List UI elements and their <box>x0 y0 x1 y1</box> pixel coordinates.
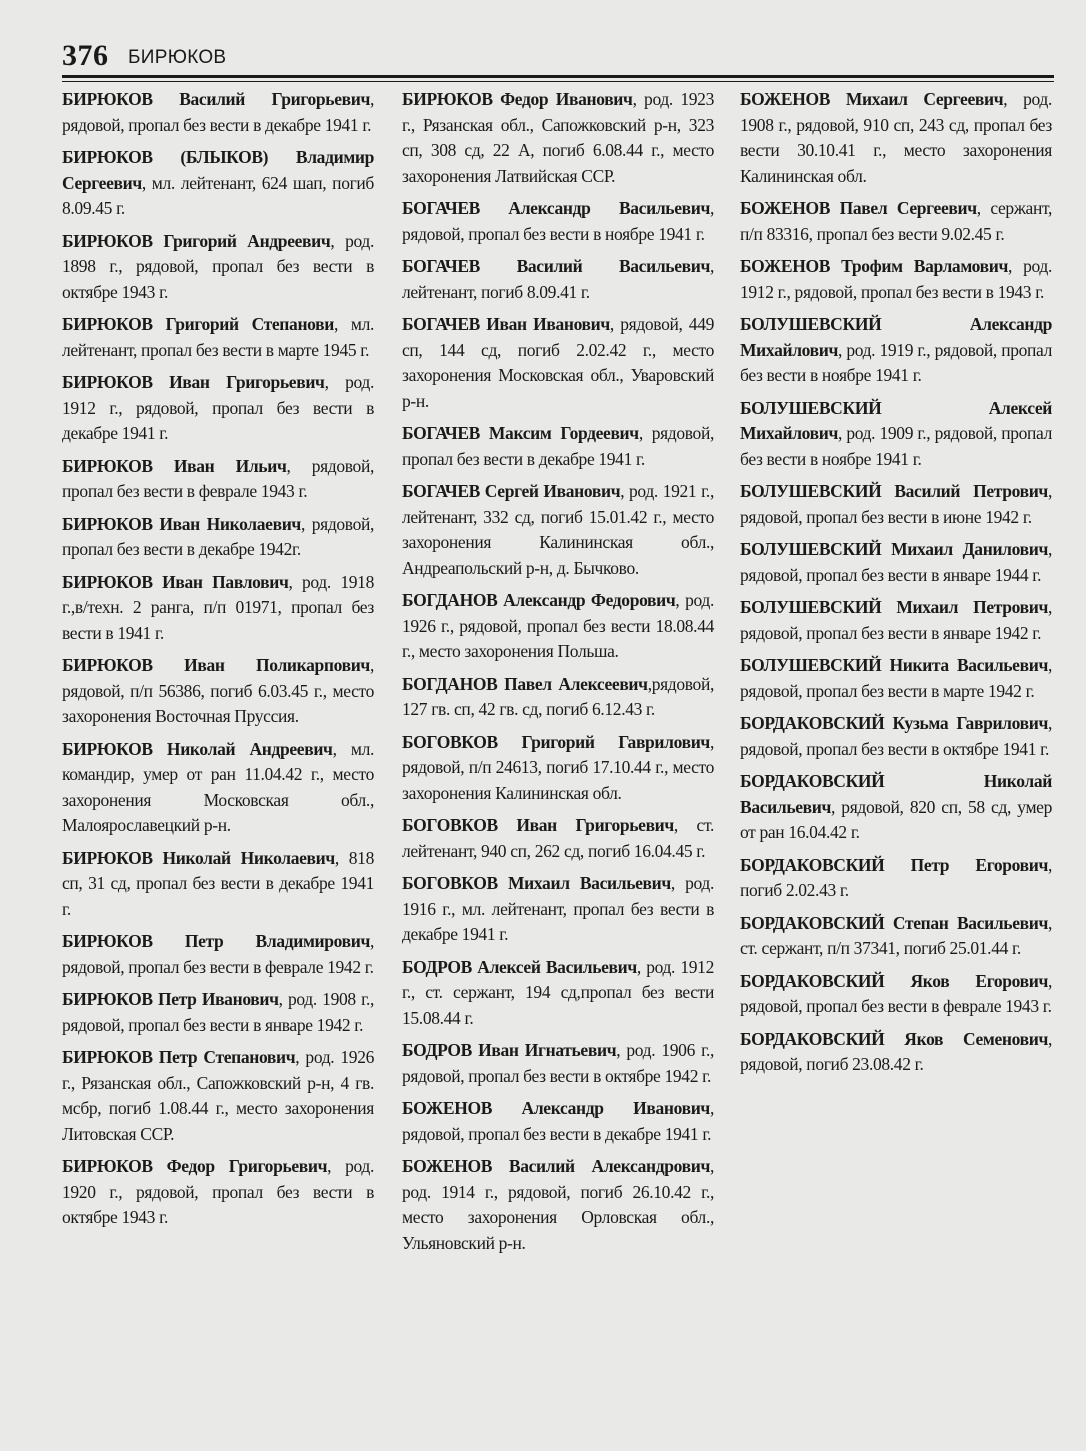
register-entry <box>402 1038 714 1089</box>
entry-details: , рядовой, п/п 24613, погиб 17.10.44 г., место захоронения Калининская обл. <box>402 731 714 803</box>
entry-details: , рядовой, пропал без вести в октябре 1941 г. <box>740 713 1052 759</box>
register-entry <box>62 229 374 306</box>
entry-details: , рядовой, пропал без вести в ноябре 1941 г. <box>402 198 714 244</box>
entry-name: БОЛУШЕВСКИЙ Василий Петрович <box>740 481 1048 501</box>
register-entry <box>740 595 1052 646</box>
entry-name: БИРЮКОВ Иван Ильич <box>62 455 287 476</box>
header-rule-thick <box>62 75 1054 78</box>
entry-name: БИРЮКОВ Петр Владимирович <box>62 931 370 951</box>
header-rule-thin <box>62 81 1054 82</box>
register-entry <box>740 479 1052 530</box>
entry-name: БОРДАКОВСКИЙ Николай Васильевич <box>740 771 1052 817</box>
register-entry <box>740 1027 1052 1078</box>
entry-name: БИРЮКОВ Иван Григорьевич <box>62 372 325 392</box>
entry-name: БОГДАНОВ Александр Федорович <box>402 590 676 610</box>
register-entry <box>740 711 1052 762</box>
register-entry <box>62 929 374 980</box>
entry-details: , рядовой, 449 сп, 144 сд, погиб 2.02.42 г., место захоронения Московская обл., Уваровский р-н. <box>402 314 714 411</box>
register-entry <box>740 537 1052 588</box>
text-column-3 <box>740 87 1052 1085</box>
entry-name: БОГАЧЕВ Александр Васильевич <box>402 198 710 218</box>
register-entry <box>402 479 714 581</box>
entry-details: , род. 1918 г.,в/техн. 2 ранга, п/п 01971, пропал без вести в 1941 г. <box>62 571 374 643</box>
entry-details: , погиб 2.02.43 г. <box>740 854 1052 900</box>
entry-name: БОРДАКОВСКИЙ Степан Васильевич <box>740 912 1048 933</box>
entry-details: , ст. лейтенант, 940 сп, 262 сд, погиб 16.04.45 г. <box>402 815 714 861</box>
running-head: БИРЮКОВ <box>128 47 227 68</box>
entry-name: БОЖЕНОВ Василий Александрович <box>402 1156 710 1176</box>
register-entry <box>740 653 1052 704</box>
entry-name: БОЖЕНОВ Павел Сергеевич <box>740 198 977 218</box>
entry-name: БОЛУШЕВСКИЙ Александр Михайлович <box>740 314 1052 360</box>
entry-name: БОЖЕНОВ Александр Иванович <box>402 1098 710 1118</box>
register-entry <box>62 570 374 647</box>
register-entry <box>740 87 1052 189</box>
entry-name: БОГОВКОВ Михаил Васильевич <box>402 873 671 893</box>
entry-name: БОЛУШЕВСКИЙ Михаил Данилович <box>740 539 1048 559</box>
entry-details: , рядовой, пропал без вести в декабре 1941 г. <box>402 423 714 469</box>
register-entry <box>62 737 374 839</box>
entry-name: БИРЮКОВ Петр Степанович <box>62 1047 296 1067</box>
register-entry <box>740 196 1052 247</box>
entry-details: , мл. командир, умер от ран 11.04.42 г., место захоронения Московская обл., Малоярославецкий р-н. <box>62 738 375 835</box>
register-entry <box>740 312 1052 389</box>
register-entry <box>402 254 714 305</box>
entry-details: , рядовой, пропал без вести в феврале 1943 г. <box>62 455 374 501</box>
entry-details: , рядовой, пропал без вести в декабре 1942г. <box>62 513 375 559</box>
register-entry <box>62 145 374 222</box>
entry-name: БОДРОВ Иван Игнатьевич <box>402 1040 617 1060</box>
entry-name: БИРЮКОВ Иван Поликарпович <box>62 655 370 675</box>
entry-name: БОЛУШЕВСКИЙ Никита Васильевич <box>740 655 1048 675</box>
entry-name: БОДРОВ Алексей Васильевич <box>402 956 637 977</box>
register-entry <box>62 512 374 563</box>
page-header <box>62 38 1054 78</box>
register-entry <box>62 987 374 1038</box>
entry-details: , рядовой, пропал без вести в январе 1944 г. <box>740 539 1052 585</box>
register-entry <box>62 1045 374 1147</box>
entry-name: БИРЮКОВ Николай Николаевич <box>62 847 335 868</box>
entry-details: , рядовой, погиб 23.08.42 г. <box>740 1028 1052 1074</box>
register-entry <box>740 969 1052 1020</box>
entry-name: БОГОВКОВ Григорий Гаврилович <box>402 731 710 752</box>
entry-details: , рядовой, пропал без вести в феврале 1942 г. <box>62 931 374 977</box>
register-entry <box>402 588 714 665</box>
entry-name: БОГДАНОВ Павел Алексеевич <box>402 673 648 694</box>
entry-name: БИРЮКОВ Григорий Степанови <box>62 314 334 334</box>
entry-details: , род. 1909 г., рядовой, пропал без вести в ноябре 1941 г. <box>740 423 1052 469</box>
entry-details: , род. 1914 г., рядовой, погиб 26.10.42 г., место захоронения Орловская обл., Ульяновский р-н. <box>402 1156 714 1253</box>
text-column-2 <box>402 87 714 1263</box>
entry-details: , рядовой, п/п 56386, погиб 6.03.45 г., место захоронения Восточная Пруссия. <box>62 655 374 726</box>
entry-name: БИРЮКОВ Иван Николаевич <box>62 513 301 534</box>
entry-name: БОЛУШЕВСКИЙ Михаил Петрович <box>740 597 1048 617</box>
entry-name: БОГАЧЕВ Сергей Иванович <box>402 481 621 501</box>
register-entry <box>62 846 374 923</box>
register-entry <box>402 871 714 948</box>
entry-details: , ст. сержант, п/п 37341, погиб 25.01.44 г. <box>740 912 1052 958</box>
register-entry <box>62 87 374 138</box>
entry-name: БОРДАКОВСКИЙ Яков Егорович <box>740 970 1048 991</box>
entry-name: БОЖЕНОВ Михаил Сергеевич <box>740 89 1004 109</box>
entry-details: , рядовой, 820 сп, 58 сд, умер от ран 16.04.42 г. <box>740 796 1052 842</box>
register-entry <box>62 653 374 730</box>
entry-details: , род. 1916 г., мл. лейтенант, пропал без вести в декабре 1941 г. <box>402 873 714 944</box>
register-entry <box>740 911 1052 962</box>
register-entry <box>402 730 714 807</box>
register-entry <box>402 672 714 723</box>
entry-details: , род. 1912 г., ст. сержант, 194 сд,пропал без вести 15.08.44 г. <box>402 956 714 1028</box>
entry-details: , род. 1921 г., лейтенант, 332 сд, погиб 15.01.42 г., место захоронения Калининская обл., Андреапольский р-н, д. Бычково. <box>402 481 714 578</box>
register-entry <box>62 454 374 505</box>
entry-name: БИРЮКОВ Петр Иванович <box>62 989 279 1009</box>
register-entry <box>402 421 714 472</box>
text-column-1 <box>62 87 374 1238</box>
entry-details: , рядовой, пропал без вести в июне 1942 г. <box>740 481 1052 527</box>
entry-details: , род. 1898 г., рядовой, пропал без вести в октябре 1943 г. <box>62 230 374 302</box>
entry-name: БОГАЧЕВ Максим Гордеевич <box>402 423 639 443</box>
entry-details: , сержант, п/п 83316, пропал без вести 9.02.45 г. <box>740 198 1052 244</box>
entry-details: , род. 1923 г., Рязанская обл., Сапожковский р-н, 323 сп, 308 сд, 22 А, погиб 6.08.44 г., место захоронения Латвийская ССР. <box>402 89 714 186</box>
register-entry <box>740 853 1052 904</box>
entry-details: , род. 1906 г., рядовой, пропал без вести в октябре 1942 г. <box>402 1040 714 1086</box>
entry-name: БИРЮКОВ Федор Григорьевич <box>62 1156 328 1176</box>
register-entry <box>402 1154 714 1256</box>
entry-details: , род. 1908 г., рядовой, пропал без вести в январе 1942 г. <box>62 989 374 1035</box>
entry-details: , род. 1926 г., Рязанская обл., Сапожковский р-н, 4 гв. мсбр, погиб 1.08.44 г., место захоронения Литовская ССР. <box>62 1047 374 1144</box>
entry-details: , мл. лейтенант, 624 шап, погиб 8.09.45 г. <box>62 172 374 218</box>
entry-name: БИРЮКОВ Федор Иванович <box>402 89 633 109</box>
register-entry <box>740 254 1052 305</box>
entry-details: , род. 1908 г., рядовой, 910 сп, 243 сд, пропал без вести 30.10.41 г., место захоронения Калининская обл. <box>740 89 1052 186</box>
entry-name: БИРЮКОВ Василий Григорьевич <box>62 89 370 109</box>
entry-details: ,рядовой, 127 гв. сп, 42 гв. сд, погиб 6.12.43 г. <box>402 673 714 719</box>
register-entry <box>740 769 1052 846</box>
entry-name: БОРДАКОВСКИЙ Петр Егорович <box>740 854 1048 875</box>
entry-details: , род. 1912 г., рядовой, пропал без вести в декабре 1941 г. <box>62 372 374 443</box>
entry-name: БОРДАКОВСКИЙ Яков Семенович <box>740 1028 1048 1049</box>
entry-details: , род. 1920 г., рядовой, пропал без вести в октябре 1943 г. <box>62 1156 374 1227</box>
register-entry <box>402 813 714 864</box>
entry-name: БОЖЕНОВ Трофим Варламович <box>740 256 1008 276</box>
entry-details: , рядовой, пропал без вести в декабре 1941 г. <box>62 89 374 135</box>
entry-details: , мл. лейтенант, пропал без вести в марте 1945 г. <box>62 314 374 360</box>
register-entry <box>62 370 374 447</box>
entry-name: БОГОВКОВ Иван Григорьевич <box>402 815 674 835</box>
entry-name: БОРДАКОВСКИЙ Кузьма Гаврилович <box>740 713 1048 733</box>
register-entry <box>402 87 714 189</box>
entry-details: , рядовой, пропал без вести в марте 1942 г. <box>740 655 1052 701</box>
register-entry <box>402 955 714 1032</box>
entry-name: БИРЮКОВ (БЛЫКОВ) Владимир Сергеевич <box>62 147 374 193</box>
entry-details: , рядовой, пропал без вести в феврале 1943 г. <box>740 970 1052 1016</box>
entry-name: БОЛУШЕВСКИЙ Алексей Михайлович <box>740 397 1052 443</box>
register-entry <box>402 312 714 414</box>
entry-details: , лейтенант, погиб 8.09.41 г. <box>402 256 714 302</box>
entry-details: , рядовой, пропал без вести в декабре 1941 г. <box>402 1098 714 1144</box>
entry-details: , род. 1919 г., рядовой, пропал без вести в ноябре 1941 г. <box>740 339 1052 385</box>
entry-name: БИРЮКОВ Григорий Андреевич <box>62 230 331 251</box>
entry-name: БИРЮКОВ Иван Павлович <box>62 571 289 592</box>
register-entry <box>402 1096 714 1147</box>
register-entry <box>62 312 374 363</box>
entry-name: БОГАЧЕВ Василий Васильевич <box>402 256 710 276</box>
entry-name: БИРЮКОВ Николай Андреевич <box>62 738 333 759</box>
entry-name: БОГАЧЕВ Иван Иванович <box>402 314 610 334</box>
register-entry <box>740 396 1052 473</box>
register-entry <box>62 1154 374 1231</box>
entry-details: , рядовой, пропал без вести в январе 1942 г. <box>740 597 1052 643</box>
entry-details: , род. 1926 г., рядовой, пропал без вести 18.08.44 г., место захоронения Польша. <box>402 590 714 661</box>
entry-details: , 818 сп, 31 сд, пропал без вести в декабре 1941 г. <box>62 847 374 919</box>
entry-details: , род. 1912 г., рядовой, пропал без вести в 1943 г. <box>740 256 1052 302</box>
page-number: 376 <box>62 39 109 72</box>
register-entry <box>402 196 714 247</box>
